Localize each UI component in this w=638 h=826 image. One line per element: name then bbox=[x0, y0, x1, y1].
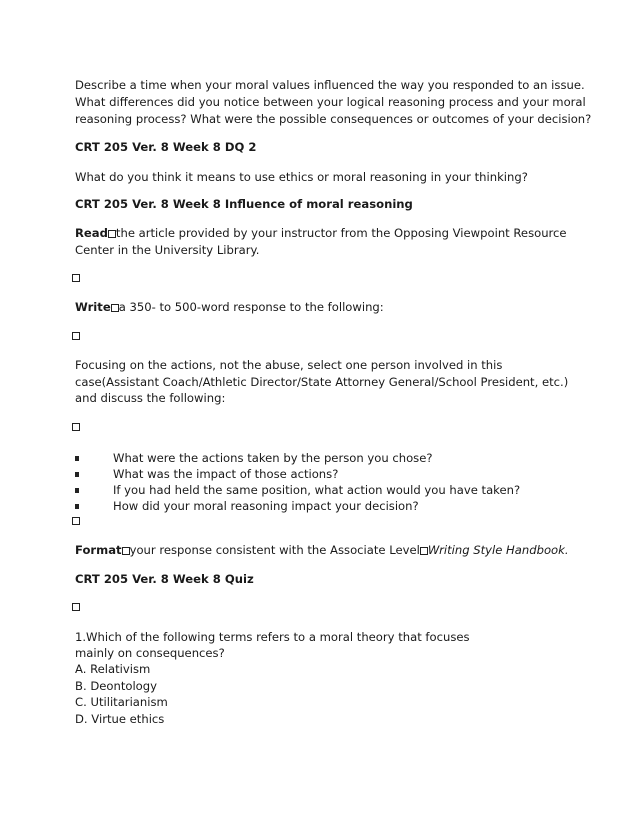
read-label: Read bbox=[75, 226, 108, 240]
write-instruction bbox=[75, 300, 384, 314]
bullet-item: What was the impact of those actions? bbox=[113, 467, 339, 481]
checkbox-glyph-icon bbox=[72, 517, 80, 525]
dq2-question: What do you think it means to use ethics or moral reasoning in your thinking? bbox=[75, 170, 528, 184]
bullet-icon bbox=[75, 456, 79, 461]
bullet-icon bbox=[75, 488, 79, 493]
quiz-option: C. Utilitarianism bbox=[75, 695, 168, 709]
write-text: a 350- to 500-word response to the following: bbox=[118, 300, 384, 314]
read-instruction bbox=[75, 226, 567, 240]
intro-line-2: What differences did you notice between your logical reasoning process and your moral bbox=[75, 95, 586, 109]
dq2-heading: CRT 205 Ver. 8 Week 8 DQ 2 bbox=[75, 140, 257, 154]
read-text-line-1: the article provided by your instructor from the Opposing Viewpoint Resource bbox=[115, 226, 567, 240]
focus-line-2: case(Assistant Coach/Athletic Director/State Attorney General/School President, etc.) bbox=[75, 375, 569, 389]
influence-heading: CRT 205 Ver. 8 Week 8 Influence of moral reasoning bbox=[75, 197, 413, 211]
format-book-title: Writing Style Handbook. bbox=[427, 543, 569, 557]
format-label: Format bbox=[75, 543, 122, 557]
checkbox-glyph-icon bbox=[72, 274, 80, 282]
checkbox-glyph-icon bbox=[108, 230, 116, 238]
focus-line-1: Focusing on the actions, not the abuse, select one person involved in this bbox=[75, 358, 503, 372]
focus-line-3: and discuss the following: bbox=[75, 391, 226, 405]
quiz-q1-line-1: 1.Which of the following terms refers to a moral theory that focuses bbox=[75, 630, 470, 644]
checkbox-glyph-icon bbox=[72, 603, 80, 611]
quiz-option: D. Virtue ethics bbox=[75, 712, 165, 726]
checkbox-glyph-icon bbox=[72, 423, 80, 431]
write-label: Write bbox=[75, 300, 111, 314]
checkbox-glyph-icon bbox=[111, 304, 119, 312]
bullet-item: How did your moral reasoning impact your decision? bbox=[113, 499, 419, 513]
bullet-icon bbox=[75, 504, 79, 509]
bullet-icon bbox=[75, 472, 79, 477]
intro-line-3: reasoning process? What were the possible consequences or outcomes of your decision? bbox=[75, 112, 592, 126]
quiz-heading: CRT 205 Ver. 8 Week 8 Quiz bbox=[75, 572, 254, 586]
format-instruction bbox=[75, 543, 569, 557]
format-text: your response consistent with the Associate Level bbox=[129, 543, 420, 557]
read-text-line-2: Center in the University Library. bbox=[75, 243, 260, 257]
quiz-option: A. Relativism bbox=[75, 662, 151, 676]
checkbox-glyph-icon bbox=[72, 332, 80, 340]
bullet-item: What were the actions taken by the person you chose? bbox=[113, 451, 433, 465]
quiz-q1-line-2: mainly on consequences? bbox=[75, 646, 225, 660]
bullet-item: If you had held the same position, what action would you have taken? bbox=[113, 483, 521, 497]
intro-line-1: Describe a time when your moral values influenced the way you responded to an issue. bbox=[75, 78, 585, 92]
checkbox-glyph-icon bbox=[420, 547, 428, 555]
checkbox-glyph-icon bbox=[122, 547, 130, 555]
quiz-option: B. Deontology bbox=[75, 679, 157, 693]
